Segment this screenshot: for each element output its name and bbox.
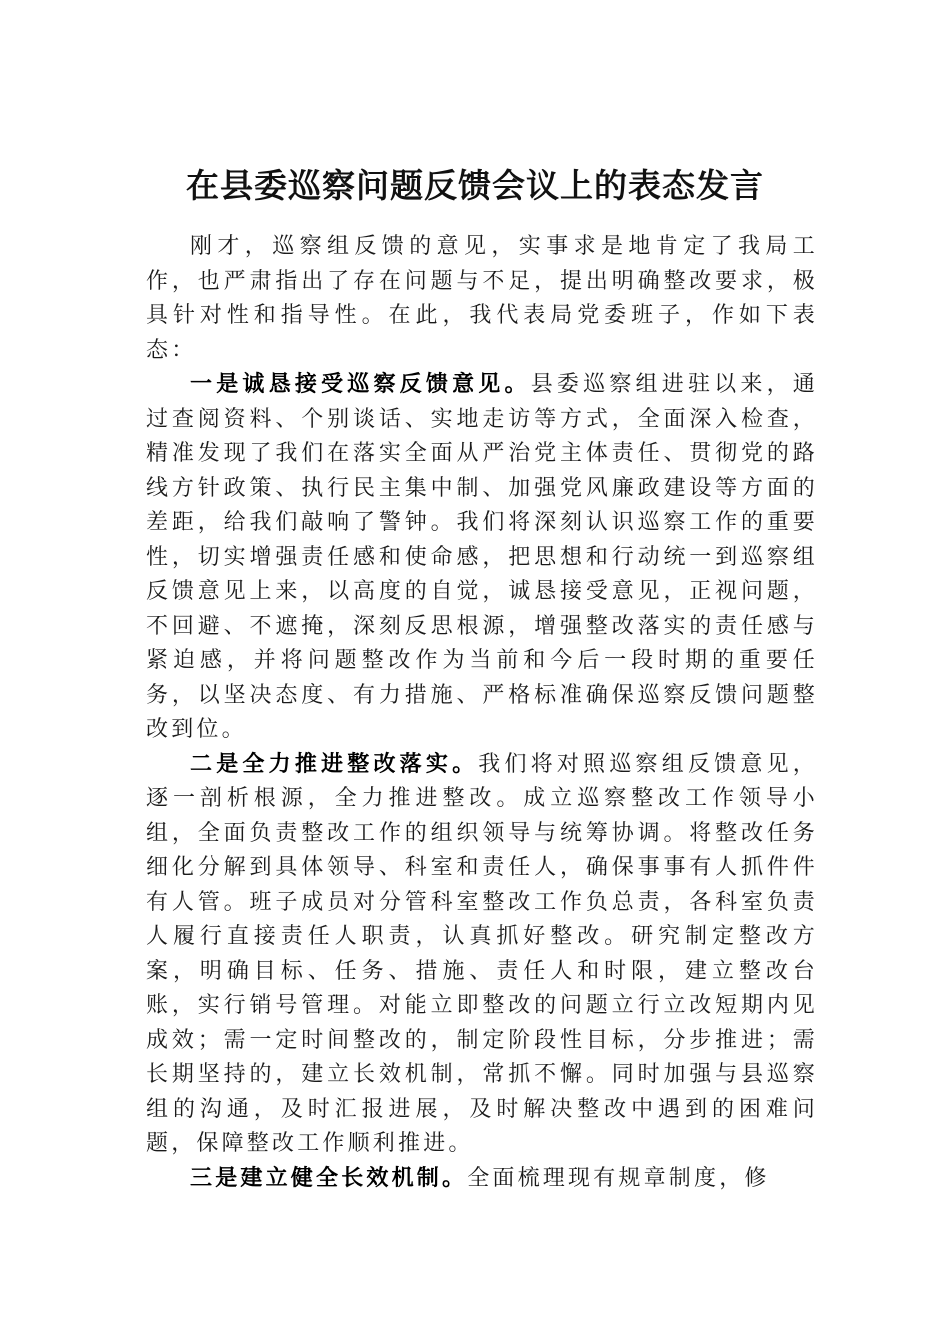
paragraph-point-3 xyxy=(146,1162,818,1197)
paragraph-lead: 三是建立健全长效机制。 xyxy=(190,1165,468,1191)
paragraph-text: 县委巡察组进驻以来，通过查阅资料、个别谈话、实地走访等方式，全面深入检查，精准发现了我们在落实全面从严治党主体责任、贯彻党的路线方针政策、执行民主集中制、加强党风廉政建设等方面的差距，给我们敲响了警钟。我们将深刻认识巡察工作的重要性，切实增强责任感和使命感，把思想和行动统一到巡察组反馈意见上来，以高度的自觉，诚恳接受意见，正视问题，不回避、不遮掩，深刻反思根源，增强整改落实的责任感与紧迫感，并将问题整改作为当前和今后一段时期的重要任务，以坚决态度、有力措施、严格标准确保巡察反馈问题整改到位。 xyxy=(146,372,819,742)
paragraph-point-1 xyxy=(146,368,818,748)
paragraph-text: 我们将对照巡察组反馈意见，逐一剖析根源，全力推进整改。成立巡察整改工作领导小组，全面负责整改工作的组织领导与统筹协调。将整改任务细化分解到具体领导、科室和责任人，确保事事有人抓件件有人管。班子成员对分管科室整改工作负总责，各科室负责人履行直接责任人职责，认真抓好整改。研究制定整改方案，明确目标、任务、措施、责任人和时限，建立整改台账，实行销号管理。对能立即整改的问题立行立改短期内见成效；需一定时间整改的，制定阶段性目标，分步推进；需长期坚持的，建立长效机制，常抓不懈。同时加强与县巡察组的沟通，及时汇报进展，及时解决整改中遇到的困难问题，保障整改工作顺利推进。 xyxy=(146,751,818,1156)
paragraph-point-2 xyxy=(146,748,818,1162)
paragraph-lead: 二是全力推进整改落实。 xyxy=(190,751,479,777)
paragraph-intro xyxy=(146,230,818,368)
document-title: 在县委巡察问题反馈会议上的表态发言 xyxy=(186,166,764,205)
paragraph-text: 全面梳理现有规章制度，修 xyxy=(467,1165,770,1191)
document-body xyxy=(146,230,818,1196)
paragraph-text: 刚才，巡察组反馈的意见，实事求是地肯定了我局工作，也严肃指出了存在问题与不足，提出明确整改要求，极具针对性和指导性。在此，我代表局党委班子，作如下表态： xyxy=(146,234,818,363)
paragraph-lead: 一是诚恳接受巡察反馈意见。 xyxy=(190,372,531,397)
